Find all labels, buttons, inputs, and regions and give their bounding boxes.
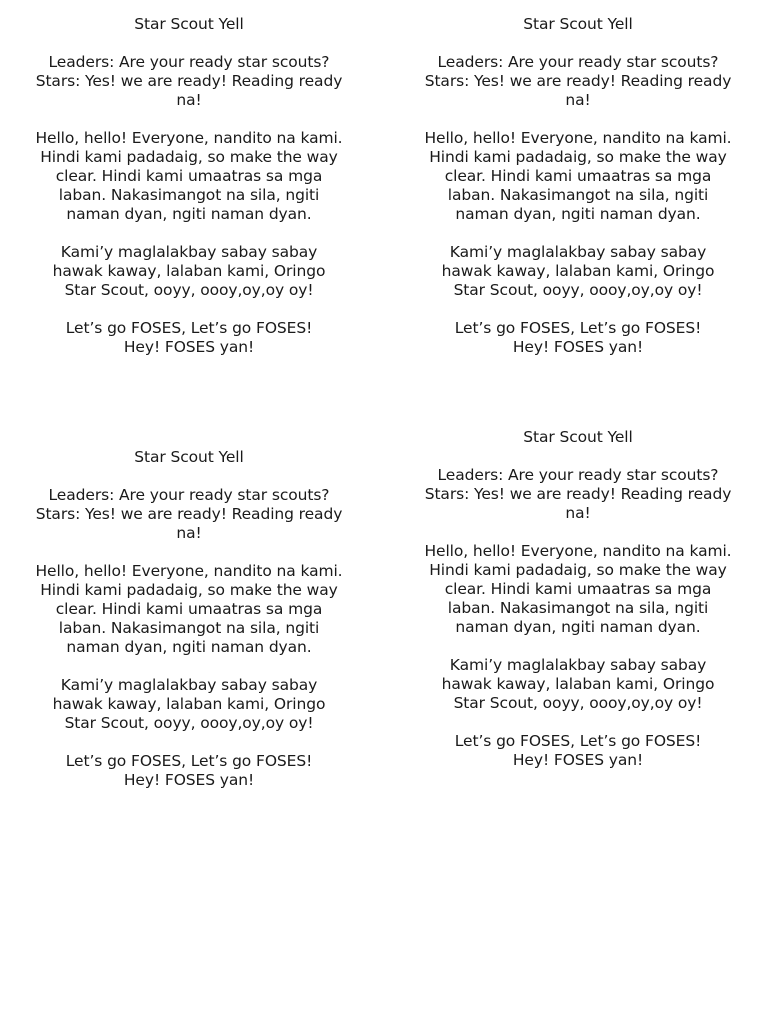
yell-line: Let’s go FOSES, Let’s go FOSES!: [454, 319, 702, 337]
yell-line: hawak kaway, lalaban kami, Oringo: [52, 695, 326, 713]
yell-line: hawak kaway, lalaban kami, Oringo: [52, 262, 326, 280]
yell-paragraph: [9, 486, 369, 543]
yell-line: Kami’y maglalakbay sabay sabay: [60, 676, 318, 694]
yell-paragraph: [398, 542, 758, 637]
yell-line: Hello, hello! Everyone, nandito na kami.: [424, 542, 732, 560]
yell-line: laban. Nakasimangot na sila, ngiti: [447, 186, 709, 204]
yell-line: laban. Nakasimangot na sila, ngiti: [58, 619, 320, 637]
yell-line: naman dyan, ngiti naman dyan.: [66, 205, 312, 223]
yell-line: Stars: Yes! we are ready! Reading ready: [424, 485, 732, 503]
yell-card: [9, 448, 369, 809]
yell-line: Leaders: Are your ready star scouts?: [48, 486, 330, 504]
yell-paragraph: [9, 752, 369, 790]
yell-line: Hello, hello! Everyone, nandito na kami.: [424, 129, 732, 147]
yell-paragraph: [9, 129, 369, 224]
yell-line: Hello, hello! Everyone, nandito na kami.: [35, 562, 343, 580]
yell-line: Stars: Yes! we are ready! Reading ready: [424, 72, 732, 90]
yell-line: Hey! FOSES yan!: [123, 338, 255, 356]
yell-line: na!: [565, 504, 591, 522]
yell-line: Hindi kami padadaig, so make the way: [429, 561, 727, 579]
yell-paragraph: [398, 319, 758, 357]
yell-line: Kami’y maglalakbay sabay sabay: [60, 243, 318, 261]
yell-line: na!: [176, 524, 202, 542]
yell-line: Star Scout, ooyy, oooy,oy,oy oy!: [453, 281, 703, 299]
yell-line: Stars: Yes! we are ready! Reading ready: [35, 505, 343, 523]
yell-line: hawak kaway, lalaban kami, Oringo: [441, 675, 715, 693]
yell-card: [398, 15, 758, 376]
yell-line: Leaders: Are your ready star scouts?: [48, 53, 330, 71]
yell-line: Hindi kami padadaig, so make the way: [40, 581, 338, 599]
yell-line: hawak kaway, lalaban kami, Oringo: [441, 262, 715, 280]
yell-line: Kami’y maglalakbay sabay sabay: [449, 243, 707, 261]
yell-card: [398, 428, 758, 789]
card-title: Star Scout Yell: [134, 15, 244, 33]
yell-line: Hello, hello! Everyone, nandito na kami.: [35, 129, 343, 147]
yell-line: Kami’y maglalakbay sabay sabay: [449, 656, 707, 674]
yell-line: Hey! FOSES yan!: [512, 338, 644, 356]
yell-line: Let’s go FOSES, Let’s go FOSES!: [454, 732, 702, 750]
yell-line: Leaders: Are your ready star scouts?: [437, 53, 719, 71]
yell-line: Star Scout, ooyy, oooy,oy,oy oy!: [64, 714, 314, 732]
yell-line: Stars: Yes! we are ready! Reading ready: [35, 72, 343, 90]
yell-line: Hey! FOSES yan!: [123, 771, 255, 789]
yell-line: clear. Hindi kami umaatras sa mga: [55, 600, 323, 618]
yell-line: laban. Nakasimangot na sila, ngiti: [447, 599, 709, 617]
yell-paragraph: [398, 732, 758, 770]
yell-line: Hey! FOSES yan!: [512, 751, 644, 769]
yell-paragraph: [398, 656, 758, 713]
yell-line: Hindi kami padadaig, so make the way: [429, 148, 727, 166]
yell-line: na!: [176, 91, 202, 109]
yell-paragraph: [9, 562, 369, 657]
yell-line: laban. Nakasimangot na sila, ngiti: [58, 186, 320, 204]
yell-paragraph: [9, 676, 369, 733]
yell-line: na!: [565, 91, 591, 109]
yell-line: naman dyan, ngiti naman dyan.: [455, 618, 701, 636]
yell-paragraph: [398, 129, 758, 224]
yell-paragraph: [398, 53, 758, 110]
yell-line: naman dyan, ngiti naman dyan.: [66, 638, 312, 656]
yell-line: Leaders: Are your ready star scouts?: [437, 466, 719, 484]
yell-line: clear. Hindi kami umaatras sa mga: [444, 580, 712, 598]
yell-paragraph: [9, 53, 369, 110]
yell-line: Let’s go FOSES, Let’s go FOSES!: [65, 752, 313, 770]
yell-paragraph: [9, 243, 369, 300]
yell-line: Star Scout, ooyy, oooy,oy,oy oy!: [453, 694, 703, 712]
yell-line: clear. Hindi kami umaatras sa mga: [444, 167, 712, 185]
yell-paragraph: [398, 243, 758, 300]
yell-line: Star Scout, ooyy, oooy,oy,oy oy!: [64, 281, 314, 299]
card-title: Star Scout Yell: [523, 428, 633, 446]
yell-line: naman dyan, ngiti naman dyan.: [455, 205, 701, 223]
card-title: Star Scout Yell: [134, 448, 244, 466]
yell-paragraph: [398, 466, 758, 523]
card-title: Star Scout Yell: [523, 15, 633, 33]
yell-line: Let’s go FOSES, Let’s go FOSES!: [65, 319, 313, 337]
yell-paragraph: [9, 319, 369, 357]
yell-line: Hindi kami padadaig, so make the way: [40, 148, 338, 166]
yell-card: [9, 15, 369, 376]
yell-line: clear. Hindi kami umaatras sa mga: [55, 167, 323, 185]
